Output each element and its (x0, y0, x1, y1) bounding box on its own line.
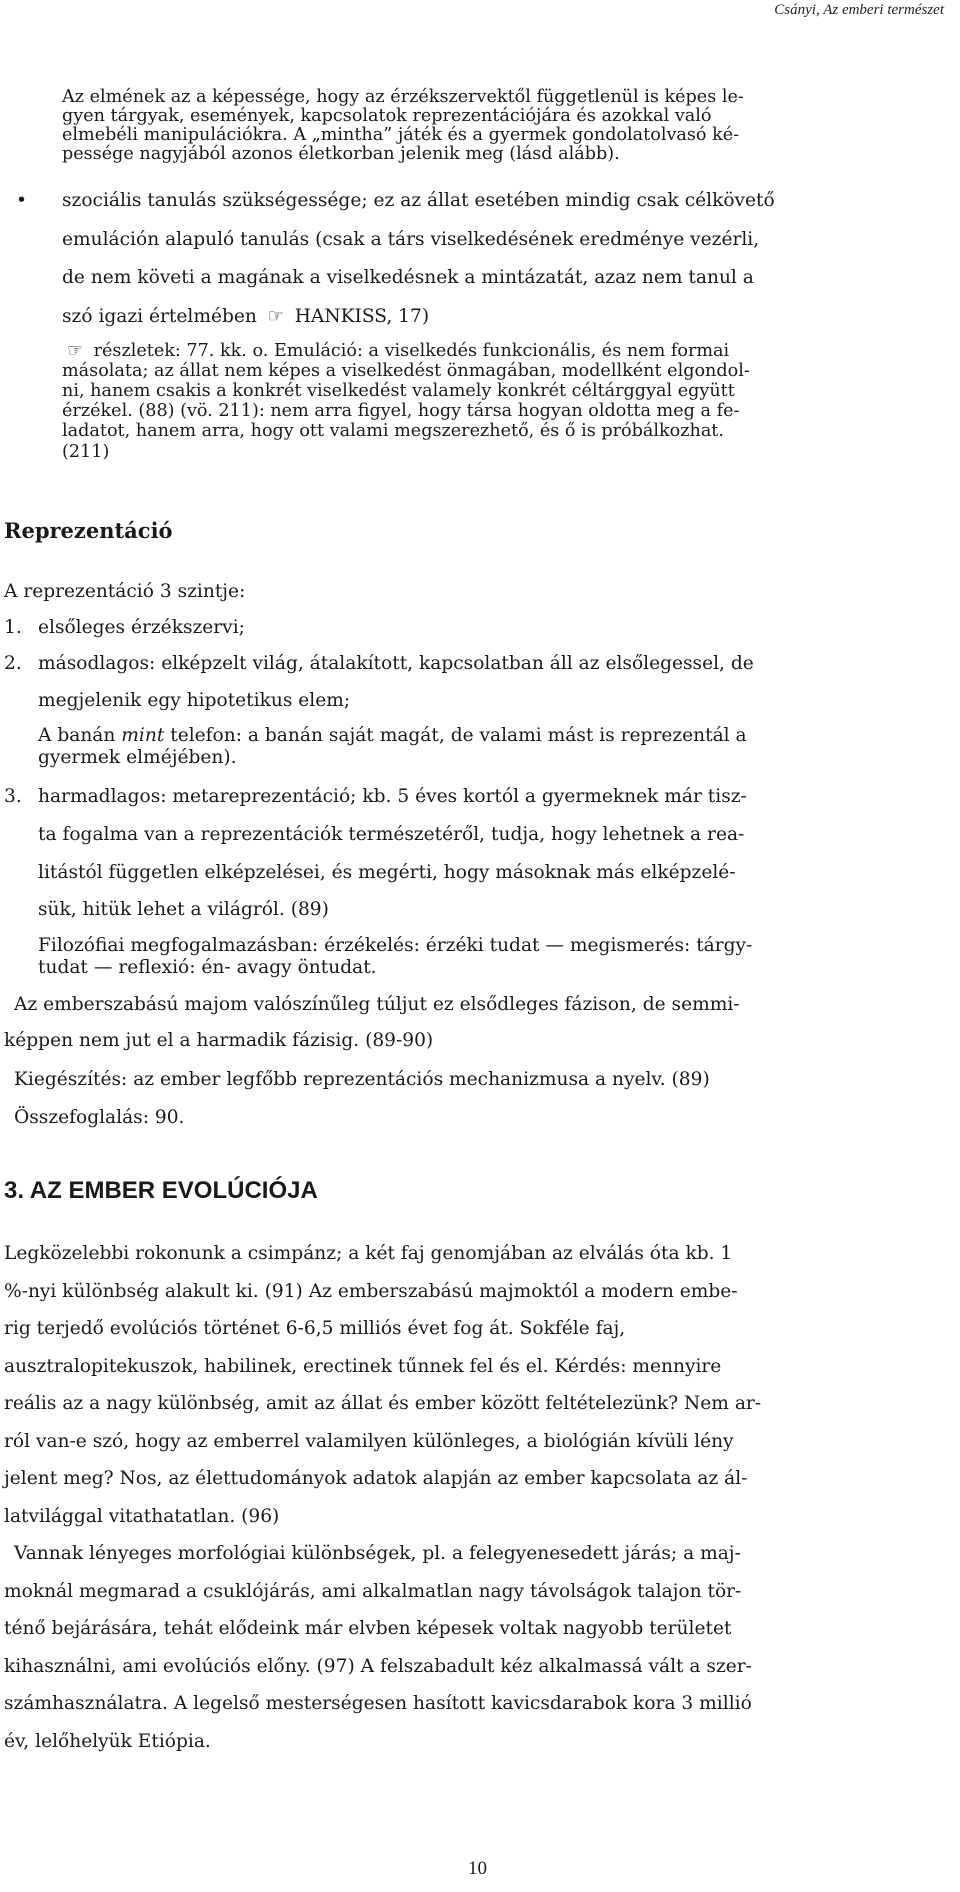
summary-line: Összefoglalás: 90. (14, 1107, 185, 1128)
paragraph-line: képpen nem jut el a harmadik fázisig. (89-90) (4, 1030, 434, 1051)
details-line: (211) (62, 442, 110, 462)
section-heading-reprezentacio: Reprezentáció (4, 518, 173, 543)
chapter-heading: 3. AZ EMBER EVOLÚCIÓJA (4, 1177, 318, 1204)
emphasis-mint: mint (121, 725, 165, 746)
paragraph-line: %-nyi különbség alakult ki. (91) Az emberszabású majmoktól a modern embe- (4, 1281, 738, 1302)
details-line: másolata; az állat nem képes a viselkedést önmagában, modellként elgondol- (62, 361, 750, 381)
levels-intro: A reprezentáció 3 szintje: (4, 581, 246, 602)
paragraph-line: rig terjedő evolúciós történet 6-6,5 milliós évet fog át. Sokféle faj, (4, 1318, 626, 1339)
paragraph-line: számhasználatra. A legelső mesterségesen hasított kavicsdarabok kora 3 millió (4, 1693, 752, 1714)
list-number: 2. (4, 653, 22, 674)
paragraph-line: latvilággal vitathatatlan. (96) (4, 1506, 280, 1527)
list-text: elsőleges érzékszervi; (38, 617, 245, 638)
paragraph-line: reális az a nagy különbség, amit az állat és ember között feltételezünk? Nem ar- (4, 1393, 762, 1414)
bullet-line: de nem követi a magának a viselkedésnek a mintázatát, azaz nem tanul a (62, 267, 754, 288)
paragraph-line: ténő bejárására, tehát elődeink már elvben képesek voltak nagyobb területet (4, 1618, 732, 1639)
intro-line: gyen tárgyak, események, kapcsolatok reprezentációjára és azokkal való (62, 106, 712, 126)
banana-example: A banán mint telefon: a banán saját magát, de valami mást is reprezentál a (38, 725, 747, 746)
paragraph-line: Legközelebbi rokonunk a csimpánz; a két faj genomjában az elválás óta kb. 1 (4, 1243, 733, 1264)
bullet-last-line (62, 306, 429, 327)
intro-line: elmebéli manipulációkra. A „mintha” játék és a gyermek gondolatolvasó ké- (62, 125, 740, 145)
paragraph-line: év, lelőhelyük Etiópia. (4, 1731, 211, 1752)
paragraph-line: ról van-e szó, hogy az emberrel valamilyen különleges, a biológián kívüli lény (4, 1431, 734, 1452)
list-text: litástól független elképzelései, és megérti, hogy másoknak más elképzelé- (38, 862, 736, 883)
paragraph-line: kihasználni, ami evolúciós előny. (97) A felszabadult kéz alkalmassá vált a szer- (4, 1656, 752, 1677)
bullet-line: szociális tanulás szükségessége; ez az állat esetében mindig csak célkövető (62, 190, 775, 211)
paragraph-line: ausztralopitekuszok, habilinek, erectinek tűnnek fel és el. Kérdés: mennyire (4, 1356, 722, 1377)
intro-line: Az elmének az a képessége, hogy az érzékszervektől függetlenül is képes le- (62, 87, 744, 107)
details-first-line: ☞ részletek: 77. kk. o. Emuláció: a viselkedés funkcionális, és nem formai (62, 342, 729, 361)
list-text: másodlagos: elképzelt világ, átalakított, kapcsolatban áll az elsőlegessel, de (38, 653, 754, 674)
list-text: ta fogalma van a reprezentációk természetéről, tudja, hogy lehetnek a rea- (38, 824, 745, 845)
paragraph-line: moknál megmarad a csuklójárás, ami alkalmatlan nagy távolságok talajon tör- (4, 1581, 742, 1602)
bullet-last-text: szó igazi értelmében (62, 306, 257, 327)
list-text: sük, hitük lehet a világról. (89) (38, 899, 329, 920)
list-number: 1. (4, 617, 22, 638)
paragraph-line: Az emberszabású majom valószínűleg túljut ez elsődleges fázison, de semmi- (14, 994, 740, 1015)
philosophy-note: tudat — reflexió: én- avagy öntudat. (38, 957, 377, 978)
pointing-hand-icon: ☞ (67, 341, 83, 361)
bullet-line: emuláción alapuló tanulás (csak a társ viselkedésének eredménye vezérli, (62, 229, 760, 250)
list-text: megjelenik egy hipotetikus elem; (38, 690, 351, 711)
intro-line: pessége nagyjából azonos életkorban jelenik meg (lásd alább). (62, 144, 620, 164)
running-header: Csányi, Az emberi természet (774, 2, 944, 18)
details-line: érzékel. (88) (vö. 211): nem arra figyel, hogy társa hogyan oldotta meg a fe- (62, 401, 740, 421)
bullet-marker: • (16, 190, 27, 211)
reference-hankiss: HANKISS, 17) (294, 306, 430, 327)
philosophy-note: Filozófiai megfogalmazásban: érzékelés: érzéki tudat — megismerés: tárgy- (38, 935, 753, 956)
supplement-line: Kiegészítés: az ember legfőbb reprezentációs mechanizmusa a nyelv. (89) (14, 1069, 710, 1090)
list-number: 3. (4, 786, 22, 807)
list-text: harmadlagos: metareprezentáció; kb. 5 éves kortól a gyermeknek már tisz- (38, 786, 747, 807)
details-line: ni, hanem csakis a konkrét viselkedést valamely konkrét céltárggyal együtt (62, 381, 735, 401)
paragraph-line: jelent meg? Nos, az élettudományok adatok alapján az ember kapcsolata az ál- (4, 1468, 748, 1489)
paragraph-line: Vannak lényeges morfológiai különbségek, pl. a felegyenesedett járás; a maj- (14, 1543, 741, 1564)
banana-example-cont: gyermek elméjében). (38, 747, 237, 768)
details-line: ladatot, hanem arra, hogy ott valami megszerezhető, és ő is próbálkozhat. (62, 421, 724, 441)
pointing-hand-icon: ☞ (267, 306, 285, 327)
page-number: 10 (468, 1858, 487, 1879)
